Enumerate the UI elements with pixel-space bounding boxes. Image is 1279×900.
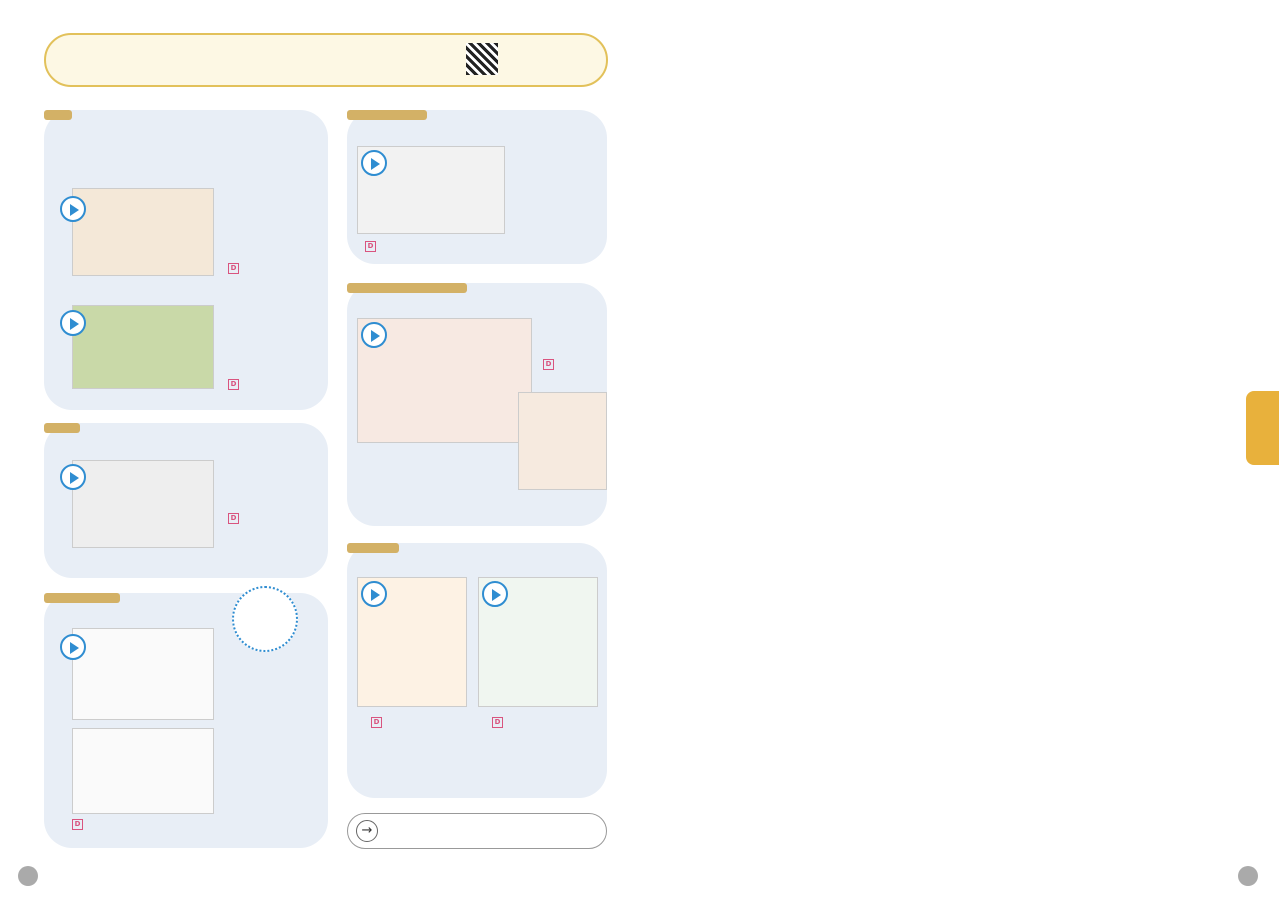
calorie-sim-result[interactable]	[72, 728, 214, 814]
ref-2[interactable]	[228, 378, 242, 390]
popular-badge	[232, 586, 298, 652]
ref-7[interactable]	[371, 716, 471, 728]
tag-cross-subject	[347, 543, 399, 553]
ref-8[interactable]	[492, 716, 602, 728]
ref-6[interactable]	[72, 818, 86, 830]
calorie-sim-top[interactable]	[72, 628, 214, 720]
link-icon[interactable]	[482, 581, 508, 607]
tag-body	[347, 283, 467, 293]
arrow-right-icon: →	[356, 820, 378, 842]
play-icon[interactable]	[60, 310, 86, 336]
play-icon[interactable]	[361, 150, 387, 176]
d-icon: D	[228, 379, 239, 390]
play-icon[interactable]	[60, 464, 86, 490]
qr-code[interactable]	[466, 43, 498, 75]
link-icon[interactable]	[361, 581, 387, 607]
feature-tab	[1246, 391, 1279, 465]
touch-icon[interactable]	[60, 634, 86, 660]
d-icon: D	[228, 263, 239, 274]
body-image-side[interactable]	[518, 392, 607, 490]
ref-1[interactable]	[228, 262, 324, 274]
tag-reproductive	[44, 110, 72, 120]
d-icon: D	[492, 717, 503, 728]
ref-4[interactable]	[543, 358, 605, 370]
video-thumb-1[interactable]	[72, 188, 214, 276]
page-number-left	[18, 866, 38, 886]
tag-calorie	[44, 593, 120, 603]
d-icon: D	[228, 513, 239, 524]
popular-badge-label	[234, 588, 296, 620]
d-icon: D	[371, 717, 382, 728]
tag-bicycle	[44, 423, 80, 433]
d-icon: D	[365, 241, 376, 252]
d-icon: D	[72, 819, 83, 830]
more-info[interactable]	[347, 813, 607, 849]
touch-icon[interactable]	[361, 322, 387, 348]
tag-infection	[347, 110, 427, 120]
calorie-value	[73, 729, 213, 745]
d-icon: D	[543, 359, 554, 370]
video-thumb-4[interactable]	[72, 460, 214, 548]
ref-3[interactable]	[365, 240, 379, 252]
title-banner	[44, 33, 608, 87]
video-thumb-2[interactable]	[72, 305, 214, 389]
page-number-right	[1238, 866, 1258, 886]
play-icon[interactable]	[60, 196, 86, 222]
ref-5[interactable]	[228, 512, 324, 524]
